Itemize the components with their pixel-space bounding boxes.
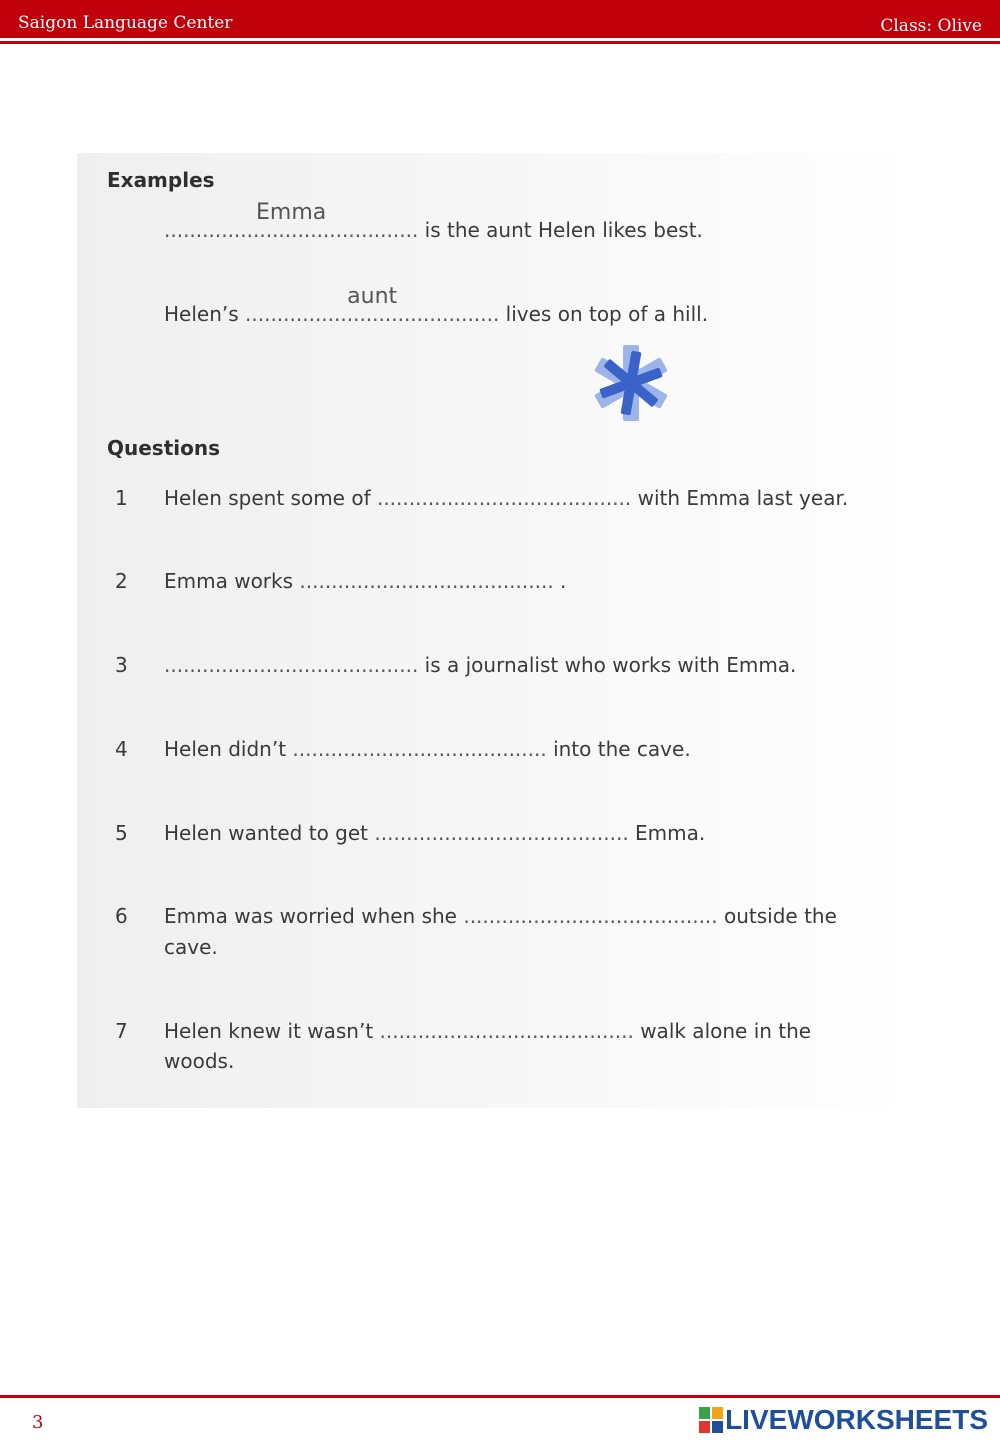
question-2-after: . [553,569,567,593]
question-7-number: 7 [115,1019,128,1043]
question-7-blank[interactable]: ........................................ [379,1019,634,1043]
class-label: Class: Olive [880,16,982,36]
school-name: Saigon Language Center [18,13,233,33]
question-6 [164,904,837,928]
brand-name: LIVEWORKSHEETS [725,1404,988,1435]
question-7-before: Helen knew it wasn’t [164,1019,380,1043]
question-6-continuation: cave. [164,935,218,959]
question-1-blank[interactable]: ........................................ [376,486,632,510]
question-6-before: Emma was worried when she [164,904,464,928]
question-3 [164,653,796,677]
example-1-blank: ........................................ Emma [164,200,419,242]
footer-rule [0,1395,1000,1398]
question-1-before: Helen spent some of [164,486,377,510]
question-4-blank[interactable]: ........................................ [292,737,547,761]
question-2-blank[interactable]: ........................................ [299,569,554,593]
question-6-after: outside the [717,904,837,928]
question-4-before: Helen didn’t [164,737,293,761]
question-5-before: Helen wanted to get [164,821,375,845]
liveworksheets-logo[interactable] [699,1403,988,1437]
question-7-after: walk alone in the [633,1019,812,1043]
question-3-number: 3 [115,653,128,677]
example-1-after: is the aunt Helen likes best. [418,218,703,242]
question-5 [164,821,705,845]
examples-title: Examples [107,168,215,192]
question-6-number: 6 [115,904,128,928]
questions-title: Questions [107,436,221,460]
question-3-blank[interactable]: ........................................ [164,653,419,677]
question-3-after: is a journalist who works with Emma. [418,653,797,677]
example-1-answer: Emma [256,200,327,225]
example-2-blank: ........................................ aunt [245,284,500,326]
question-4-number: 4 [115,737,128,761]
example-line-2 [164,284,709,326]
question-1 [164,486,848,510]
page-header [0,0,1000,38]
question-5-blank[interactable]: ........................................ [374,821,629,845]
header-rule [0,41,1000,44]
example-line-1 [164,200,703,242]
question-2-before: Emma works [164,569,300,593]
page-number: 3 [32,1412,44,1433]
example-2-after: lives on top of a hill. [499,302,709,326]
question-4-after: into the cave. [546,737,691,761]
question-7 [164,1019,811,1043]
question-4 [164,737,691,761]
example-2-before: Helen’s [164,302,246,326]
example-2-answer: aunt [347,284,398,309]
question-2 [164,569,566,593]
question-6-blank[interactable]: ........................................ [463,904,718,928]
question-1-after: with Emma last year. [631,486,849,510]
question-1-number: 1 [115,486,128,510]
liveworksheets-mark-icon [699,1407,723,1433]
question-5-number: 5 [115,821,128,845]
question-7-continuation: woods. [164,1049,235,1073]
question-5-after: Emma. [628,821,706,845]
asterisk-sticker-icon [590,342,672,424]
question-2-number: 2 [115,569,128,593]
